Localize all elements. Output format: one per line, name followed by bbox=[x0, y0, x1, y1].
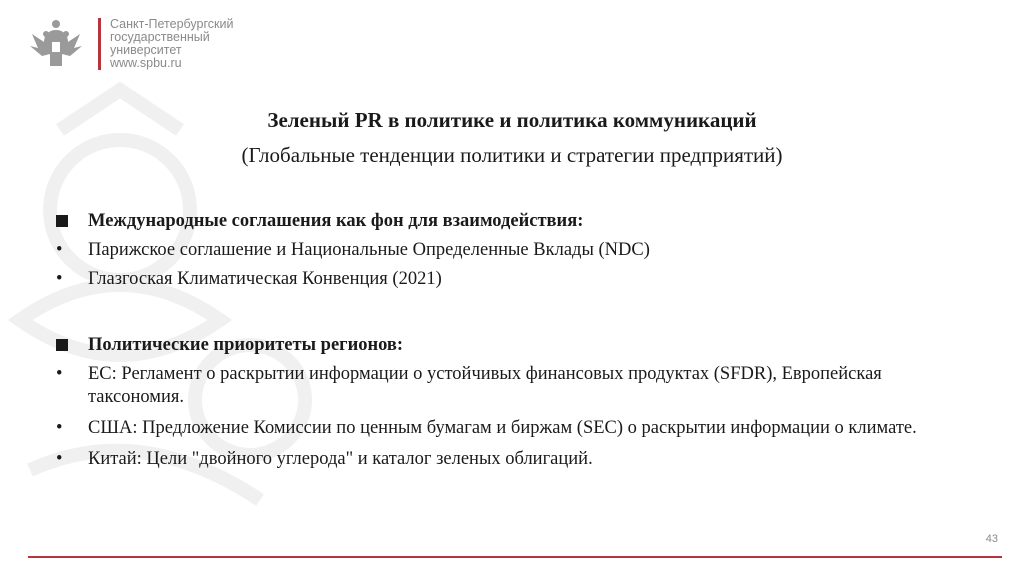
list-item-text: Китай: Цели "двойного углерода" и каталог зеленых облигаций. bbox=[88, 449, 593, 469]
slide-subtitle: (Глобальные тенденции политики и стратегии предприятий) bbox=[241, 143, 783, 167]
university-website: www.spbu.ru bbox=[110, 56, 182, 70]
list-item bbox=[56, 448, 976, 471]
list-item-text: США: Предложение Комиссии по ценным бумагам и биржам (SEC) о раскрытии информации о климате. bbox=[88, 418, 917, 438]
square-bullet-icon bbox=[56, 334, 80, 358]
section-heading-text: Международные соглашения как фон для взаимодействия: bbox=[88, 211, 584, 231]
list-item bbox=[56, 417, 976, 440]
list-item bbox=[56, 268, 976, 291]
list-item-text: Парижское соглашение и Национальные Определенные Вклады (NDC) bbox=[88, 240, 650, 260]
list-item-text: ЕС: Регламент о раскрытии информации о устойчивых финансовых продуктах (SFDR), Европейская таксономия. bbox=[88, 364, 882, 407]
square-bullet-icon bbox=[56, 210, 80, 234]
bullet-icon: • bbox=[56, 269, 63, 289]
bullet-icon: • bbox=[56, 240, 63, 260]
section-heading-text: Политические приоритеты регионов: bbox=[88, 335, 404, 355]
section-agreements bbox=[56, 210, 976, 291]
list-item bbox=[56, 239, 976, 262]
university-name-line: Санкт-Петербургский bbox=[110, 17, 234, 31]
bullet-icon: • bbox=[56, 449, 63, 469]
section-heading bbox=[56, 210, 976, 233]
footer-rule bbox=[28, 556, 1002, 558]
section-heading bbox=[56, 334, 976, 357]
university-name-line: университет bbox=[110, 43, 182, 57]
bullet-icon: • bbox=[56, 364, 63, 384]
double-headed-eagle-emblem-icon bbox=[28, 16, 84, 72]
watermark-ornament bbox=[0, 70, 330, 550]
section-regional-priorities bbox=[56, 334, 976, 471]
slide-title: Зеленый PR в политике и политика коммуникаций bbox=[267, 108, 757, 132]
university-name bbox=[110, 18, 330, 70]
list-item-text: Глазгоская Климатическая Конвенция (2021) bbox=[88, 269, 442, 289]
university-name-line: государственный bbox=[110, 30, 210, 44]
page-number: 43 bbox=[985, 533, 998, 545]
list-item bbox=[56, 363, 976, 409]
header-divider bbox=[98, 18, 101, 70]
bullet-icon: • bbox=[56, 418, 63, 438]
